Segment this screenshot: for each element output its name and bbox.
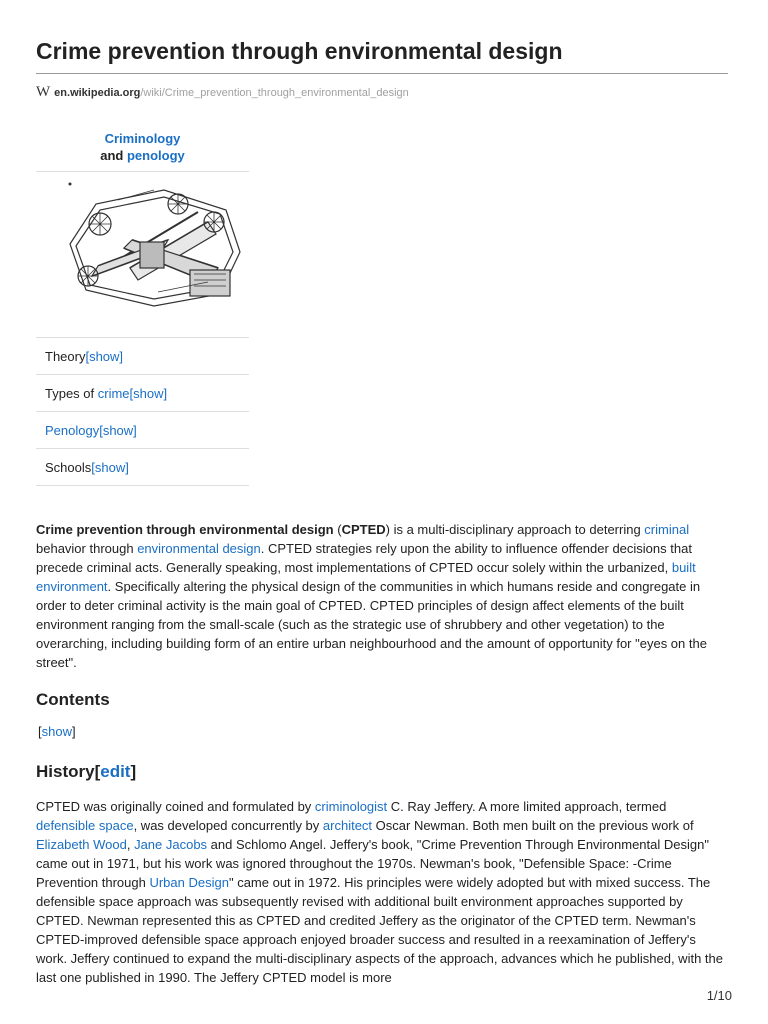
history-text-3: , was developed concurrently by [133, 818, 323, 833]
history-edit-link[interactable]: edit [100, 762, 131, 781]
edit-bracket-open: [ [94, 762, 101, 781]
intro-text-2: behavior through [36, 541, 138, 556]
edit-bracket-close: ] [130, 762, 137, 781]
penology-link[interactable]: penology [126, 148, 185, 163]
intro-abbr-open: ( [337, 522, 342, 537]
source-line [36, 82, 409, 102]
penology-row-link[interactable]: Penology [45, 423, 100, 438]
types-of-crime-show-toggle[interactable]: [show] [129, 386, 168, 401]
contents-bracket-close: ] [71, 724, 76, 739]
history-text-5: , [126, 837, 135, 852]
infobox-row-penology [36, 412, 249, 449]
history-heading [36, 762, 136, 782]
urban-design-link[interactable]: Urban Design [149, 875, 229, 890]
intro-text-1: ) is a multi-disciplinary approach to deterring [385, 522, 645, 537]
built-environment-link[interactable]: built environment [36, 560, 696, 594]
crime-link[interactable]: crime [97, 386, 130, 401]
defensible-space-link[interactable]: defensible space [36, 818, 134, 833]
infobox-row-theory [36, 338, 249, 375]
contents-show-link[interactable]: show [41, 724, 72, 739]
criminologist-link[interactable]: criminologist [314, 799, 388, 814]
architect-link[interactable]: architect [322, 818, 373, 833]
theory-show-toggle[interactable]: [show] [85, 349, 124, 364]
wikipedia-logo-icon: W [36, 84, 51, 100]
criminology-link[interactable]: Criminology [104, 131, 181, 146]
infobox-image[interactable] [36, 172, 249, 338]
infobox-and: and [100, 148, 124, 163]
source-domain-link[interactable]: en.wikipedia.org [54, 87, 141, 99]
history-heading-text: History [36, 762, 95, 781]
intro-bold-term: Crime prevention through environmental design [36, 522, 334, 537]
prison-panopticon-illustration-icon [58, 182, 246, 322]
history-text-2: C. Ray Jeffery. A more limited approach, termed [387, 799, 667, 814]
contents-heading: Contents [36, 690, 110, 709]
infobox [36, 120, 249, 486]
title-divider [36, 73, 728, 74]
contents-toggle [38, 724, 76, 739]
history-paragraph [36, 797, 728, 987]
jane-jacobs-link[interactable]: Jane Jacobs [134, 837, 208, 852]
history-text-4: Oscar Newman. Both men built on the previous work of [372, 818, 694, 833]
history-text-6: and Schlomo Angel. Jeffery's book, "Crime Prevention Through Environmental Design" came out in 1971, but his work was ignored throughout the 1970s. Newman's book, "Defensible Space: -Crime Prevention through [36, 837, 709, 890]
elizabeth-wood-link[interactable]: Elizabeth Wood [36, 837, 127, 852]
schools-show-toggle[interactable]: [show] [91, 460, 129, 475]
environmental-design-link[interactable]: environmental design [137, 541, 261, 556]
intro-text-3: . CPTED strategies rely upon the ability to influence offender decisions that precede criminal acts. Generally speaking, most implementations of CPTED occur solely within the urbanized, [36, 541, 692, 575]
intro-text-4: . Specifically altering the physical design of the communities in which humans reside and congregate in order to deter criminal activity is the main goal of CPTED. CPTED principles of design affect elements of the built environment ranging from the small-scale (such as the strategic use of shrubbery and other vegetation) to the overarching, including building form of an entire urban neighbourhood and the amount of opportunity for "eyes on the street". [36, 579, 707, 670]
infobox-row-schools [36, 449, 249, 486]
contents-bracket-open: [ [38, 724, 42, 739]
types-of-label: Types of [45, 386, 98, 401]
page-title: Crime prevention through environmental design [36, 38, 563, 64]
history-text-7: " came out in 1972. His principles were widely adopted but with mixed success. The defensible space approach was subsequently revised with additional built environment approaches supported by CPTED. Newman represented this as CPTED and credited Jeffery as the originator of the CPTED term. Newman's CPTED-improved defensible space approach enjoyed broader success and resulted in a reexamination of Jeffery's work. Jeffery continued to expand the multi-disciplinary aspects of the approach, advances which he published, with the last one published in 1990. The Jeffery CPTED model is more [36, 875, 723, 985]
source-path: /wiki/Crime_prevention_through_environmental_design [140, 87, 409, 99]
history-text-1: CPTED was originally coined and formulated by [36, 799, 315, 814]
schools-label: Schools [45, 460, 92, 475]
intro-paragraph [36, 520, 728, 672]
intro-abbr: CPTED [341, 522, 386, 537]
infobox-header [36, 120, 249, 172]
infobox-row-types-of-crime [36, 375, 249, 412]
penology-show-toggle[interactable]: [show] [99, 423, 137, 438]
theory-label: Theory [45, 349, 86, 364]
page-number: 1/10 [706, 988, 732, 1003]
criminal-link[interactable]: criminal [644, 522, 690, 537]
